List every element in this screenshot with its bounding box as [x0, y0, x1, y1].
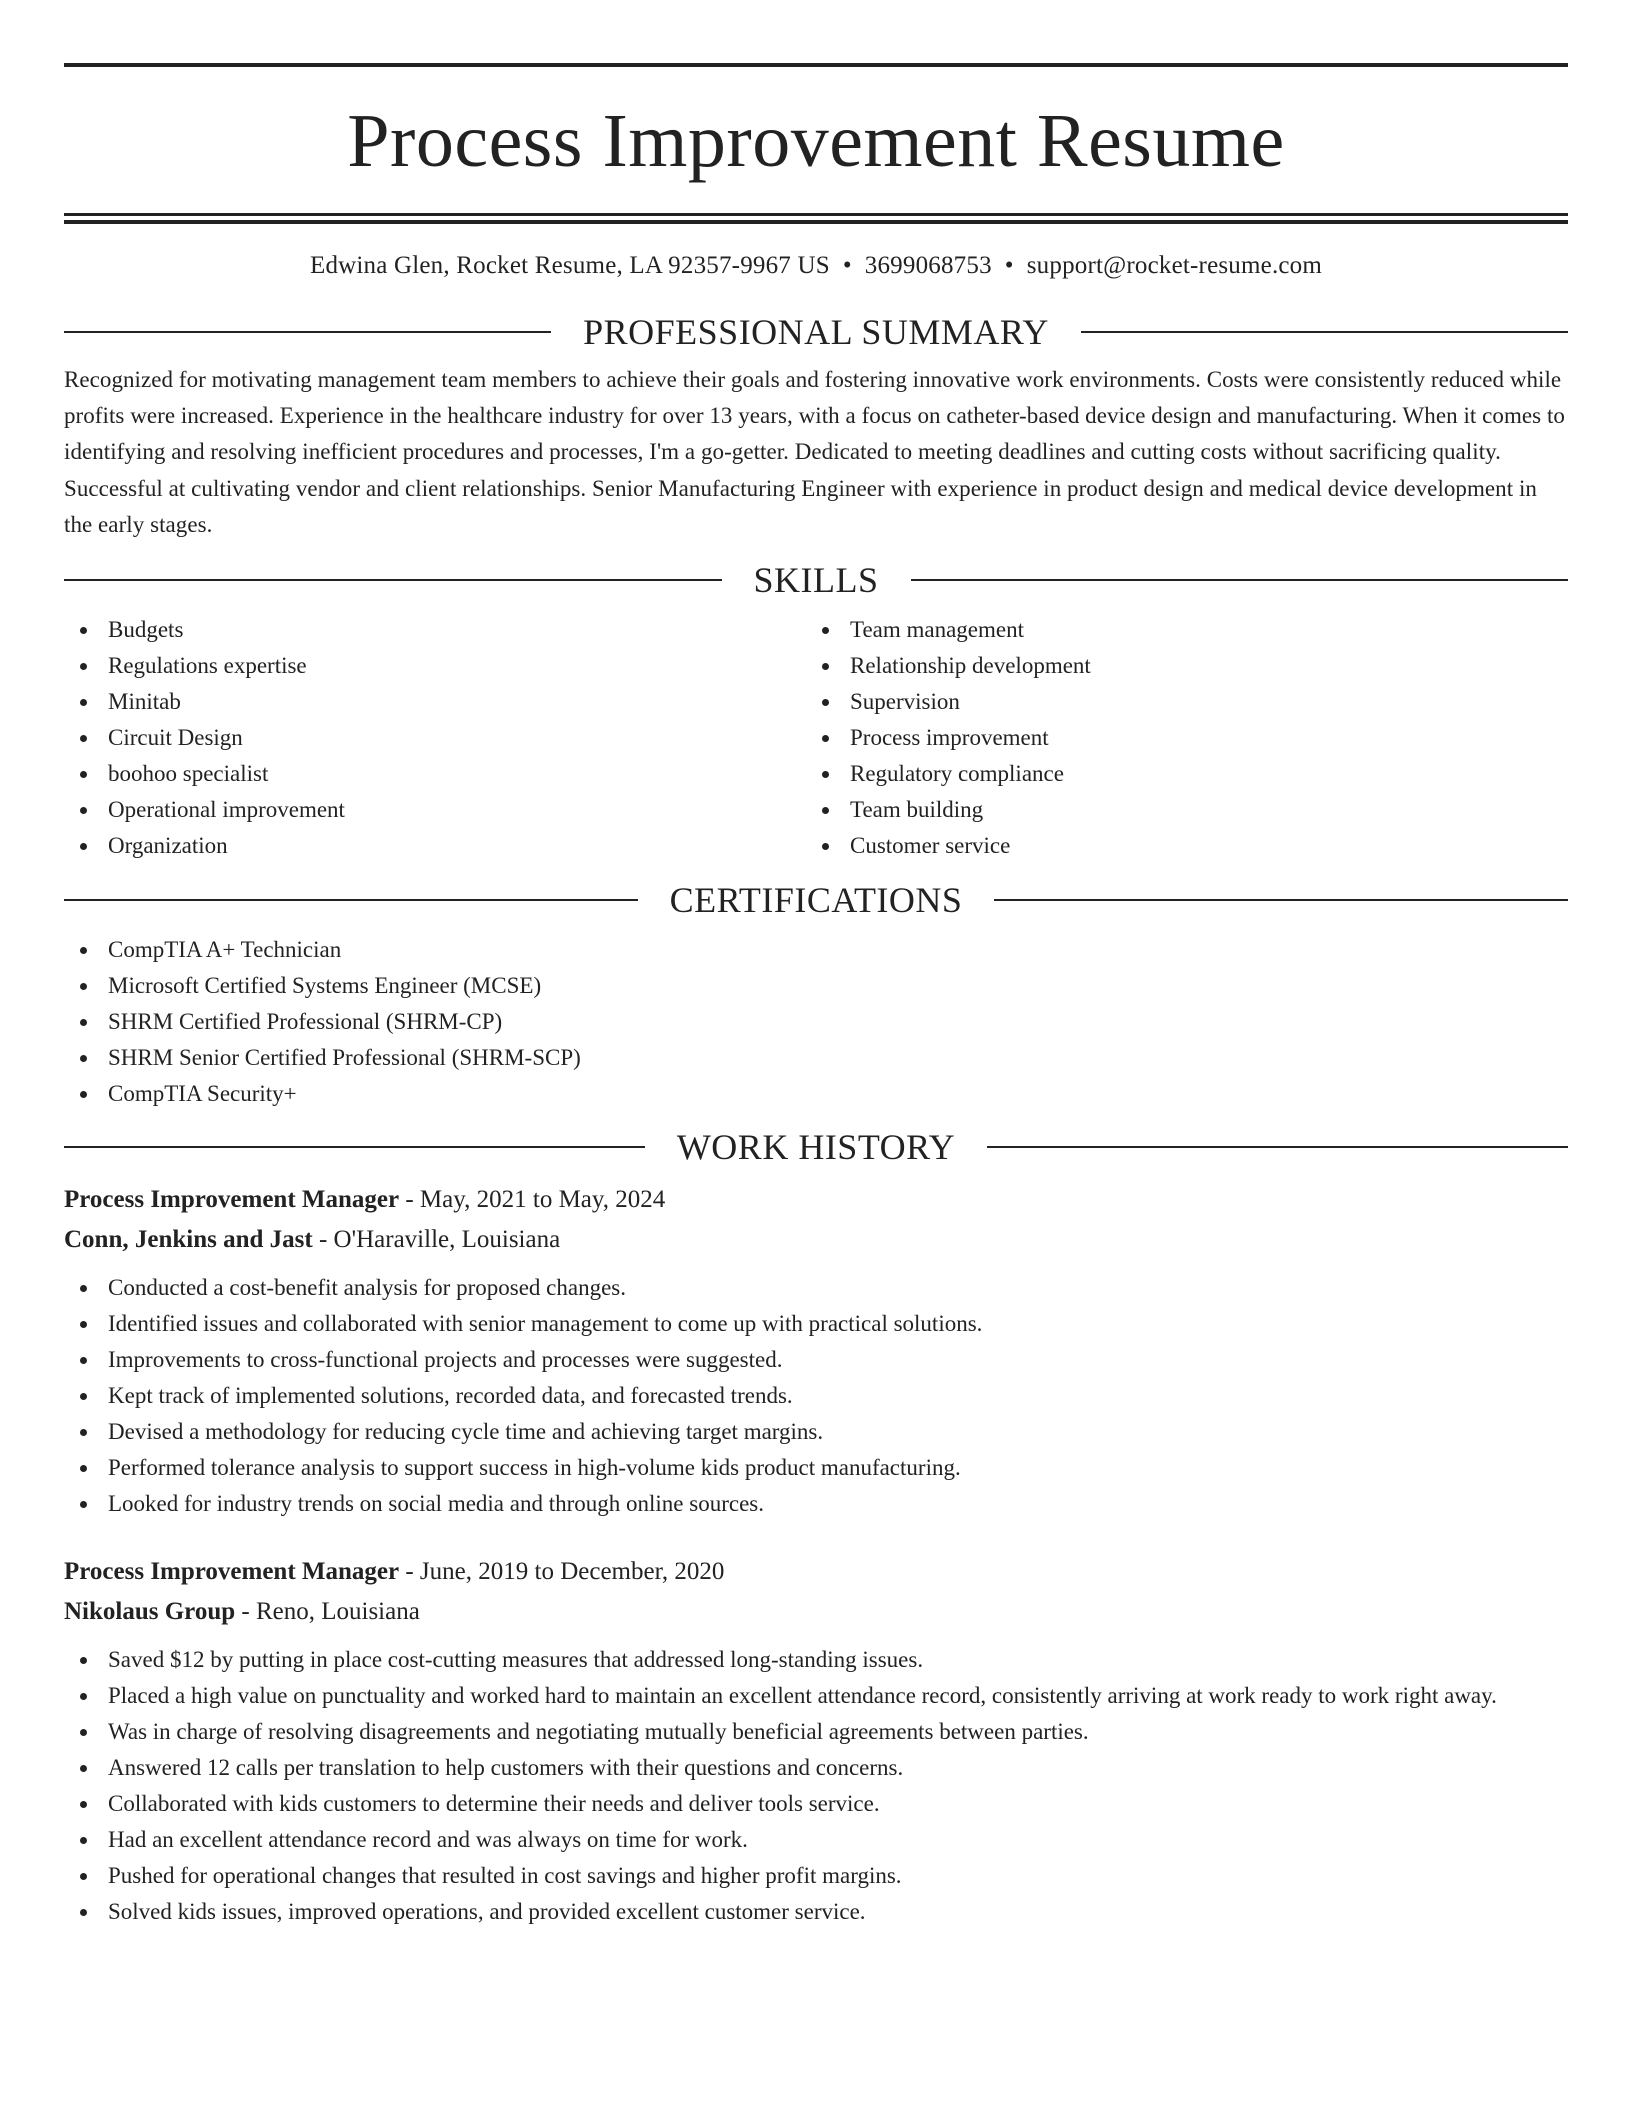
work-history-heading: WORK HISTORY: [676, 1127, 956, 1168]
job-duty-item: Pushed for operational changes that resulted in cost savings and higher profit margins.: [64, 1858, 1568, 1894]
certification-item: Microsoft Certified Systems Engineer (MCSE): [64, 968, 1568, 1004]
section-rule: [911, 579, 1569, 581]
skill-item: boohoo specialist: [64, 756, 806, 792]
job-title-line: [64, 1552, 1568, 1592]
section-rule: [64, 1146, 645, 1148]
summary-text: Recognized for motivating management team members to achieve their goals and fostering innovative work environments. Costs were consistently reduced while profits were increased. Experience in the healthcare industry for over 13 years, with a focus on catheter-based device design and manufacturing. When it comes to identifying and resolving inefficient procedures and processes, I'm a go-getter. Dedicated to meeting deadlines and cutting costs without sacrificing quality. Successful at cultivating vendor and client relationships. Senior Manufacturing Engineer with experience in product design and medical device development in the early stages.: [64, 367, 1565, 537]
job-company-line: [64, 1592, 1568, 1632]
job-duty-item: Answered 12 calls per translation to help customers with their questions and concerns.: [64, 1750, 1568, 1786]
contact-separator: •: [842, 252, 852, 279]
job-dates: - May, 2021 to May, 2024: [399, 1186, 666, 1214]
job-entry: [64, 1552, 1568, 1930]
job-entry: [64, 1180, 1568, 1522]
skill-item: Customer service: [806, 828, 1548, 864]
job-duty-item: Had an excellent attendance record and was always on time for work.: [64, 1822, 1568, 1858]
job-duty-item: Solved kids issues, improved operations, and provided excellent customer service.: [64, 1894, 1568, 1930]
title-double-rule: [64, 213, 1568, 224]
certifications-list: [64, 932, 1568, 1112]
job-duty-item: Performed tolerance analysis to support success in high-volume kids product manufacturing.: [64, 1450, 1568, 1486]
skill-item: Relationship development: [806, 648, 1548, 684]
job-company-line: [64, 1220, 1568, 1260]
summary-heading: PROFESSIONAL SUMMARY: [583, 312, 1049, 352]
job-duties-list: [64, 1642, 1568, 1930]
certifications-section-header: [64, 880, 1568, 920]
contact-address: Edwina Glen, Rocket Resume, LA 92357-9967 US: [309, 252, 830, 279]
section-rule: [987, 1146, 1568, 1148]
section-rule: [64, 579, 722, 581]
job-duty-item: Saved $12 by putting in place cost-cutting measures that addressed long-standing issues.: [64, 1642, 1568, 1678]
skills-columns: [64, 612, 1568, 864]
job-duty-item: Looked for industry trends on social media and through online sources.: [64, 1486, 1568, 1522]
skill-item: Team management: [806, 612, 1548, 648]
job-duties-list: [64, 1270, 1568, 1522]
contact-phone: 3699068753: [864, 252, 992, 279]
contact-line: [64, 251, 1568, 281]
section-rule: [1081, 331, 1568, 333]
certification-item: SHRM Certified Professional (SHRM-CP): [64, 1004, 1568, 1040]
job-location: - O'Haraville, Louisiana: [312, 1226, 561, 1254]
certification-item: SHRM Senior Certified Professional (SHRM-SCP): [64, 1040, 1568, 1076]
resume-page: [64, 63, 1568, 1930]
skill-item: Minitab: [64, 684, 806, 720]
skill-item: Regulations expertise: [64, 648, 806, 684]
certification-item: CompTIA A+ Technician: [64, 932, 1568, 968]
job-duty-item: Conducted a cost-benefit analysis for proposed changes.: [64, 1270, 1568, 1306]
job-company: Conn, Jenkins and Jast: [64, 1226, 313, 1254]
top-rule: [64, 63, 1568, 67]
job-duty-item: Identified issues and collaborated with senior management to come up with practical solutions.: [64, 1306, 1568, 1342]
skills-section-header: [64, 560, 1568, 600]
job-dates: - June, 2019 to December, 2020: [399, 1558, 725, 1586]
certifications-heading: CERTIFICATIONS: [669, 880, 963, 921]
summary-section-header: [64, 312, 1568, 352]
contact-email: support@rocket-resume.com: [1026, 252, 1323, 279]
skill-item: Operational improvement: [64, 792, 806, 828]
resume-title: Process Improvement Resume: [347, 99, 1285, 183]
section-rule: [64, 899, 638, 901]
certification-item: CompTIA Security+: [64, 1076, 1568, 1112]
job-duty-item: Placed a high value on punctuality and worked hard to maintain an excellent attendance record, consistently arriving at work ready to work right away.: [64, 1678, 1568, 1714]
job-duty-item: Devised a methodology for reducing cycle time and achieving target margins.: [64, 1414, 1568, 1450]
section-rule: [64, 331, 551, 333]
skill-item: Team building: [806, 792, 1548, 828]
job-title: Process Improvement Manager: [64, 1558, 400, 1586]
job-location: - Reno, Louisiana: [235, 1598, 420, 1626]
skill-item: Organization: [64, 828, 806, 864]
skill-item: Process improvement: [806, 720, 1548, 756]
skill-item: Supervision: [806, 684, 1548, 720]
skill-item: Budgets: [64, 612, 806, 648]
contact-separator: •: [1004, 252, 1014, 279]
skills-list-left: [64, 612, 806, 864]
job-company: Nikolaus Group: [64, 1598, 236, 1626]
skills-heading: SKILLS: [753, 560, 879, 601]
skill-item: Regulatory compliance: [806, 756, 1548, 792]
section-rule: [994, 899, 1568, 901]
job-duty-item: Improvements to cross-functional projects and processes were suggested.: [64, 1342, 1568, 1378]
job-duty-item: Was in charge of resolving disagreements and negotiating mutually beneficial agreements between parties.: [64, 1714, 1568, 1750]
job-title-line: [64, 1180, 1568, 1220]
job-duty-item: Collaborated with kids customers to determine their needs and deliver tools service.: [64, 1786, 1568, 1822]
skills-list-right: [806, 612, 1548, 864]
job-title: Process Improvement Manager: [64, 1186, 400, 1214]
job-duty-item: Kept track of implemented solutions, recorded data, and forecasted trends.: [64, 1378, 1568, 1414]
work-history-section-header: [64, 1127, 1568, 1167]
skill-item: Circuit Design: [64, 720, 806, 756]
